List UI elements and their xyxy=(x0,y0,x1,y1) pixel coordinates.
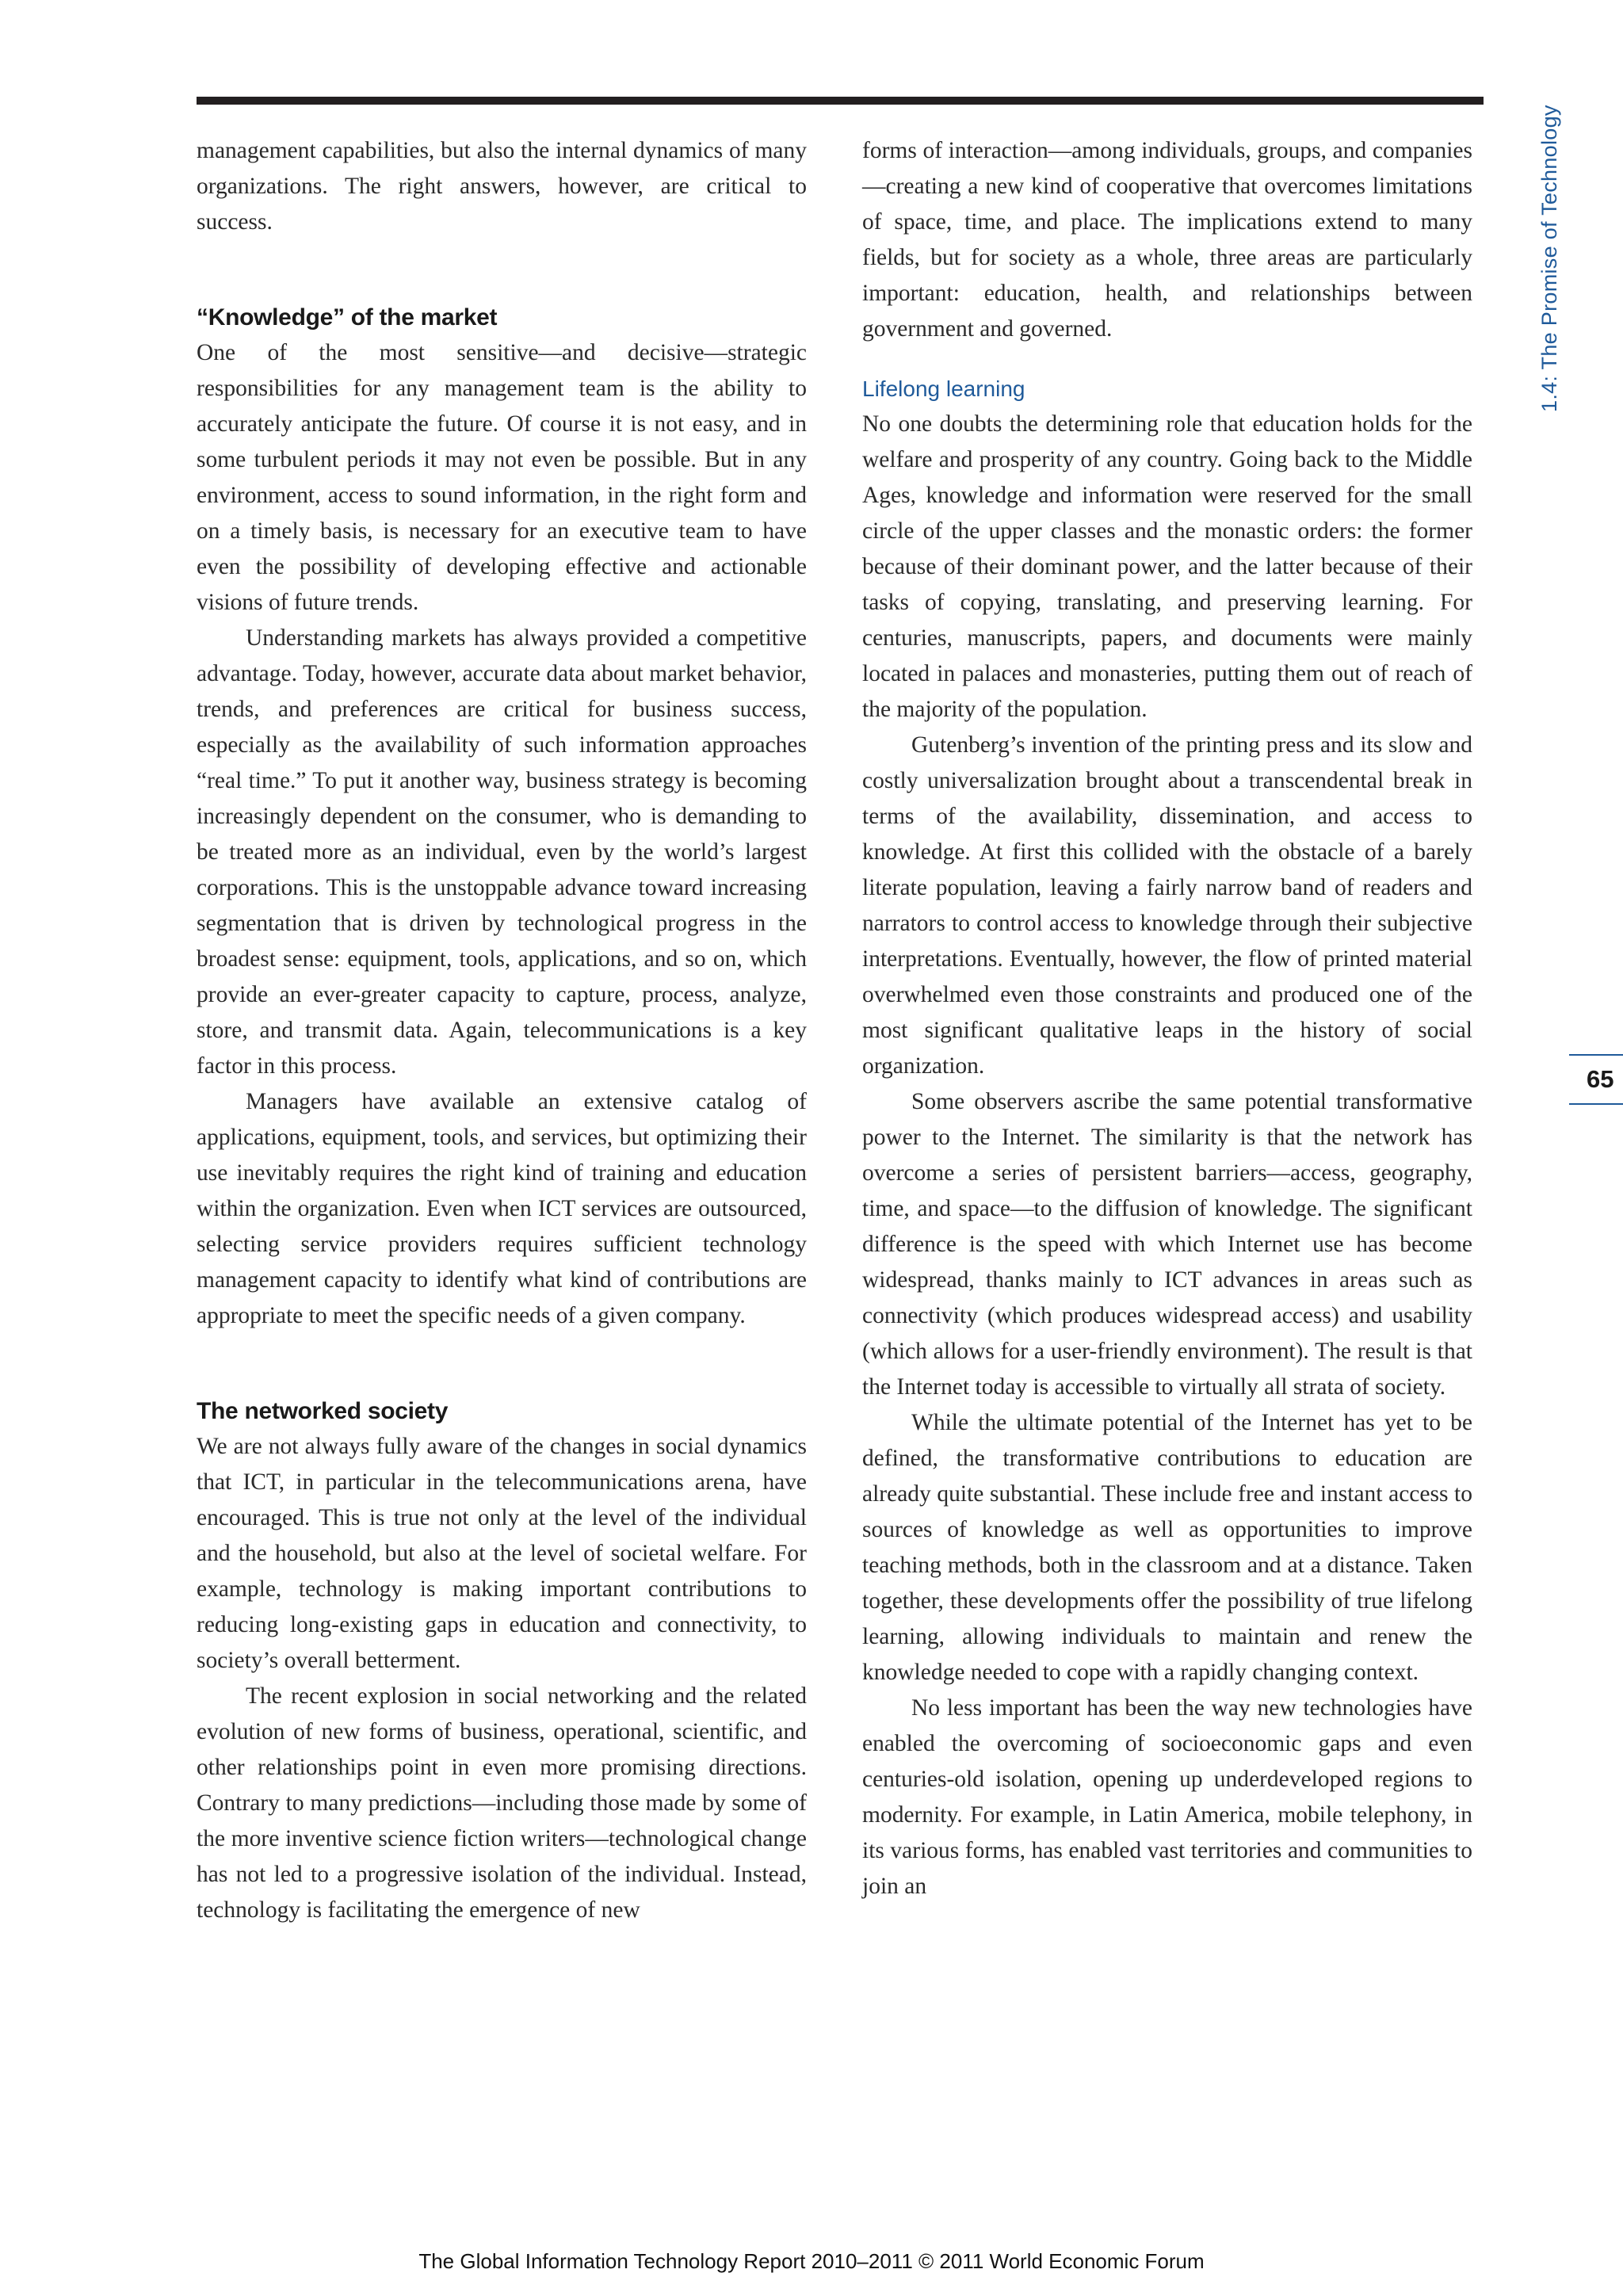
left-intro-paragraph: management capabilities, but also the internal dynamics of many organizations. The right answers, however, are critical to success. xyxy=(197,138,807,235)
body-paragraph: Some observers ascribe the same potential transformative power to the Internet. The similarity is that the network has overcome a series of persistent barriers—access, geography, time, and space—to the diffusion of knowledge. The significant difference is the speed with which Internet use has become widespread, thanks mainly to ICT advances in areas such as connectivity (which produces widespread access) and usability (which allows for a user-friendly environment). The result is that the Internet today is accessible to virtually all strata of society. xyxy=(862,1089,1472,1400)
body-paragraph: No one doubts the determining role that education holds for the welfare and prosperity of any country. Going back to the Middle Ages, knowledge and information were reserved for the small circle of the upper classes and the monastic orders: the former because of their dominant power, and the latter because of their tasks of copying, translating, and preserving learning. For centuries, manuscripts, papers, and documents were mainly located in palaces and monasteries, putting them out of reach of the majority of the population. xyxy=(862,411,1472,722)
body-paragraph: No less important has been the way new technologies have enabled the overcoming of socioeconomic gaps and even centuries-old isolation, opening up underdeveloped regions to modernity. For example, in Latin America, mobile telephony, in its various forms, has enabled vast territories and communities to join an xyxy=(862,1695,1472,1899)
body-paragraph: Understanding markets has always provided a competitive advantage. Today, however, accurate data about market behavior, trends, and preferences are critical for business success, especially as the availability of such information approaches “real time.” To put it another way, business strategy is becoming increasingly dependent on the consumer, who is demanding to be treated more as an individual, even by the world’s largest corporations. This is the unstoppable advance toward increasing segmentation that is driven by technological progress in the broadest sense: equipment, tools, applications, and so on, which provide an ever-greater capacity to capture, process, analyze, store, and transmit data. Again, telecommunications is a key factor in this process. xyxy=(197,625,807,1079)
page-number-block xyxy=(1569,1054,1623,1105)
body-paragraph: We are not always fully aware of the changes in social dynamics that ICT, in particular in the telecommunications arena, have encouraged. This is true not only at the level of the individual and the household, but also at the level of societal welfare. For example, technology is making important contributions to reducing long-existing gaps in education and connectivity, to society’s overall betterment. xyxy=(197,1434,807,1673)
body-paragraph: Managers have available an extensive catalog of applications, equipment, tools, and services, but optimizing their use inevitably requires the right kind of training and education within the organization. Even when ICT services are outsourced, selecting service providers requires sufficient technology management capacity to identify what kind of contributions are appropriate to meet the specific needs of a given company. xyxy=(197,1089,807,1328)
running-head-chapter-title: 1.4: The Promise of Technology xyxy=(1537,105,1561,412)
page-number-rule-bottom xyxy=(1569,1103,1623,1105)
section-heading-networked-society: The networked society xyxy=(197,1398,449,1424)
body-paragraph: One of the most sensitive—and decisive—strategic responsibilities for any management team is the ability to accurately anticipate the future. Of course it is not easy, and in some turbulent periods it may not even be possible. But in any environment, access to sound information, in the right form and on a timely basis, is necessary for an executive team to have even the possibility of developing effective and actionable visions of future trends. xyxy=(197,340,807,615)
section-gap xyxy=(197,1334,807,1393)
page-number: 65 xyxy=(1587,1065,1614,1093)
right-column xyxy=(862,133,1472,1904)
right-intro-paragraph: forms of interaction—among individuals, groups, and companies—creating a new kind of cooperative that overcomes limitations of space, time, and place. The implications extend to many fields, but for society as a whole, three areas are particularly important: education, health, and relationships between government and governed. xyxy=(862,138,1472,342)
body-paragraph: Gutenberg’s invention of the printing press and its slow and costly universalization brought about a transcendental break in terms of the availability, dissemination, and access to knowledge. At first this collided with the obstacle of a barely literate population, leaving a fairly narrow band of readers and narrators to control access to knowledge through their subjective interpretations. Eventually, however, the flow of printed material overwhelmed even those constraints and produced one of the most significant qualitative leaps in the history of social organization. xyxy=(862,732,1472,1079)
section-gap xyxy=(862,347,1472,371)
body-paragraph: While the ultimate potential of the Internet has yet to be defined, the transformative contributions to education are already quite substantial. These include free and instant access to sources of knowledge as well as opportunities to improve teaching methods, both in the classroom and at a distance. Taken together, these developments offer the possibility of true lifelong learning, allowing individuals to maintain and renew the knowledge needed to cope with a rapidly changing context. xyxy=(862,1410,1472,1685)
body-paragraph: The recent explosion in social networking and the related evolution of new forms of business, operational, scientific, and other relationships point in even more promising directions. Contrary to many predictions—including those made by some of the more inventive science fiction writers—technological change has not led to a progressive isolation of the individual. Instead, technology is facilitating the emergence of new xyxy=(197,1683,807,1923)
section-gap xyxy=(197,240,807,300)
top-rule xyxy=(197,97,1484,105)
section-heading-knowledge-of-market: “Knowledge” of the market xyxy=(197,304,498,330)
subsection-heading-lifelong-learning: Lifelong learning xyxy=(862,376,1025,401)
footer-copyright: The Global Information Technology Report 2010–2011 © 2011 World Economic Forum xyxy=(418,2249,1205,2273)
left-column xyxy=(197,133,807,1928)
